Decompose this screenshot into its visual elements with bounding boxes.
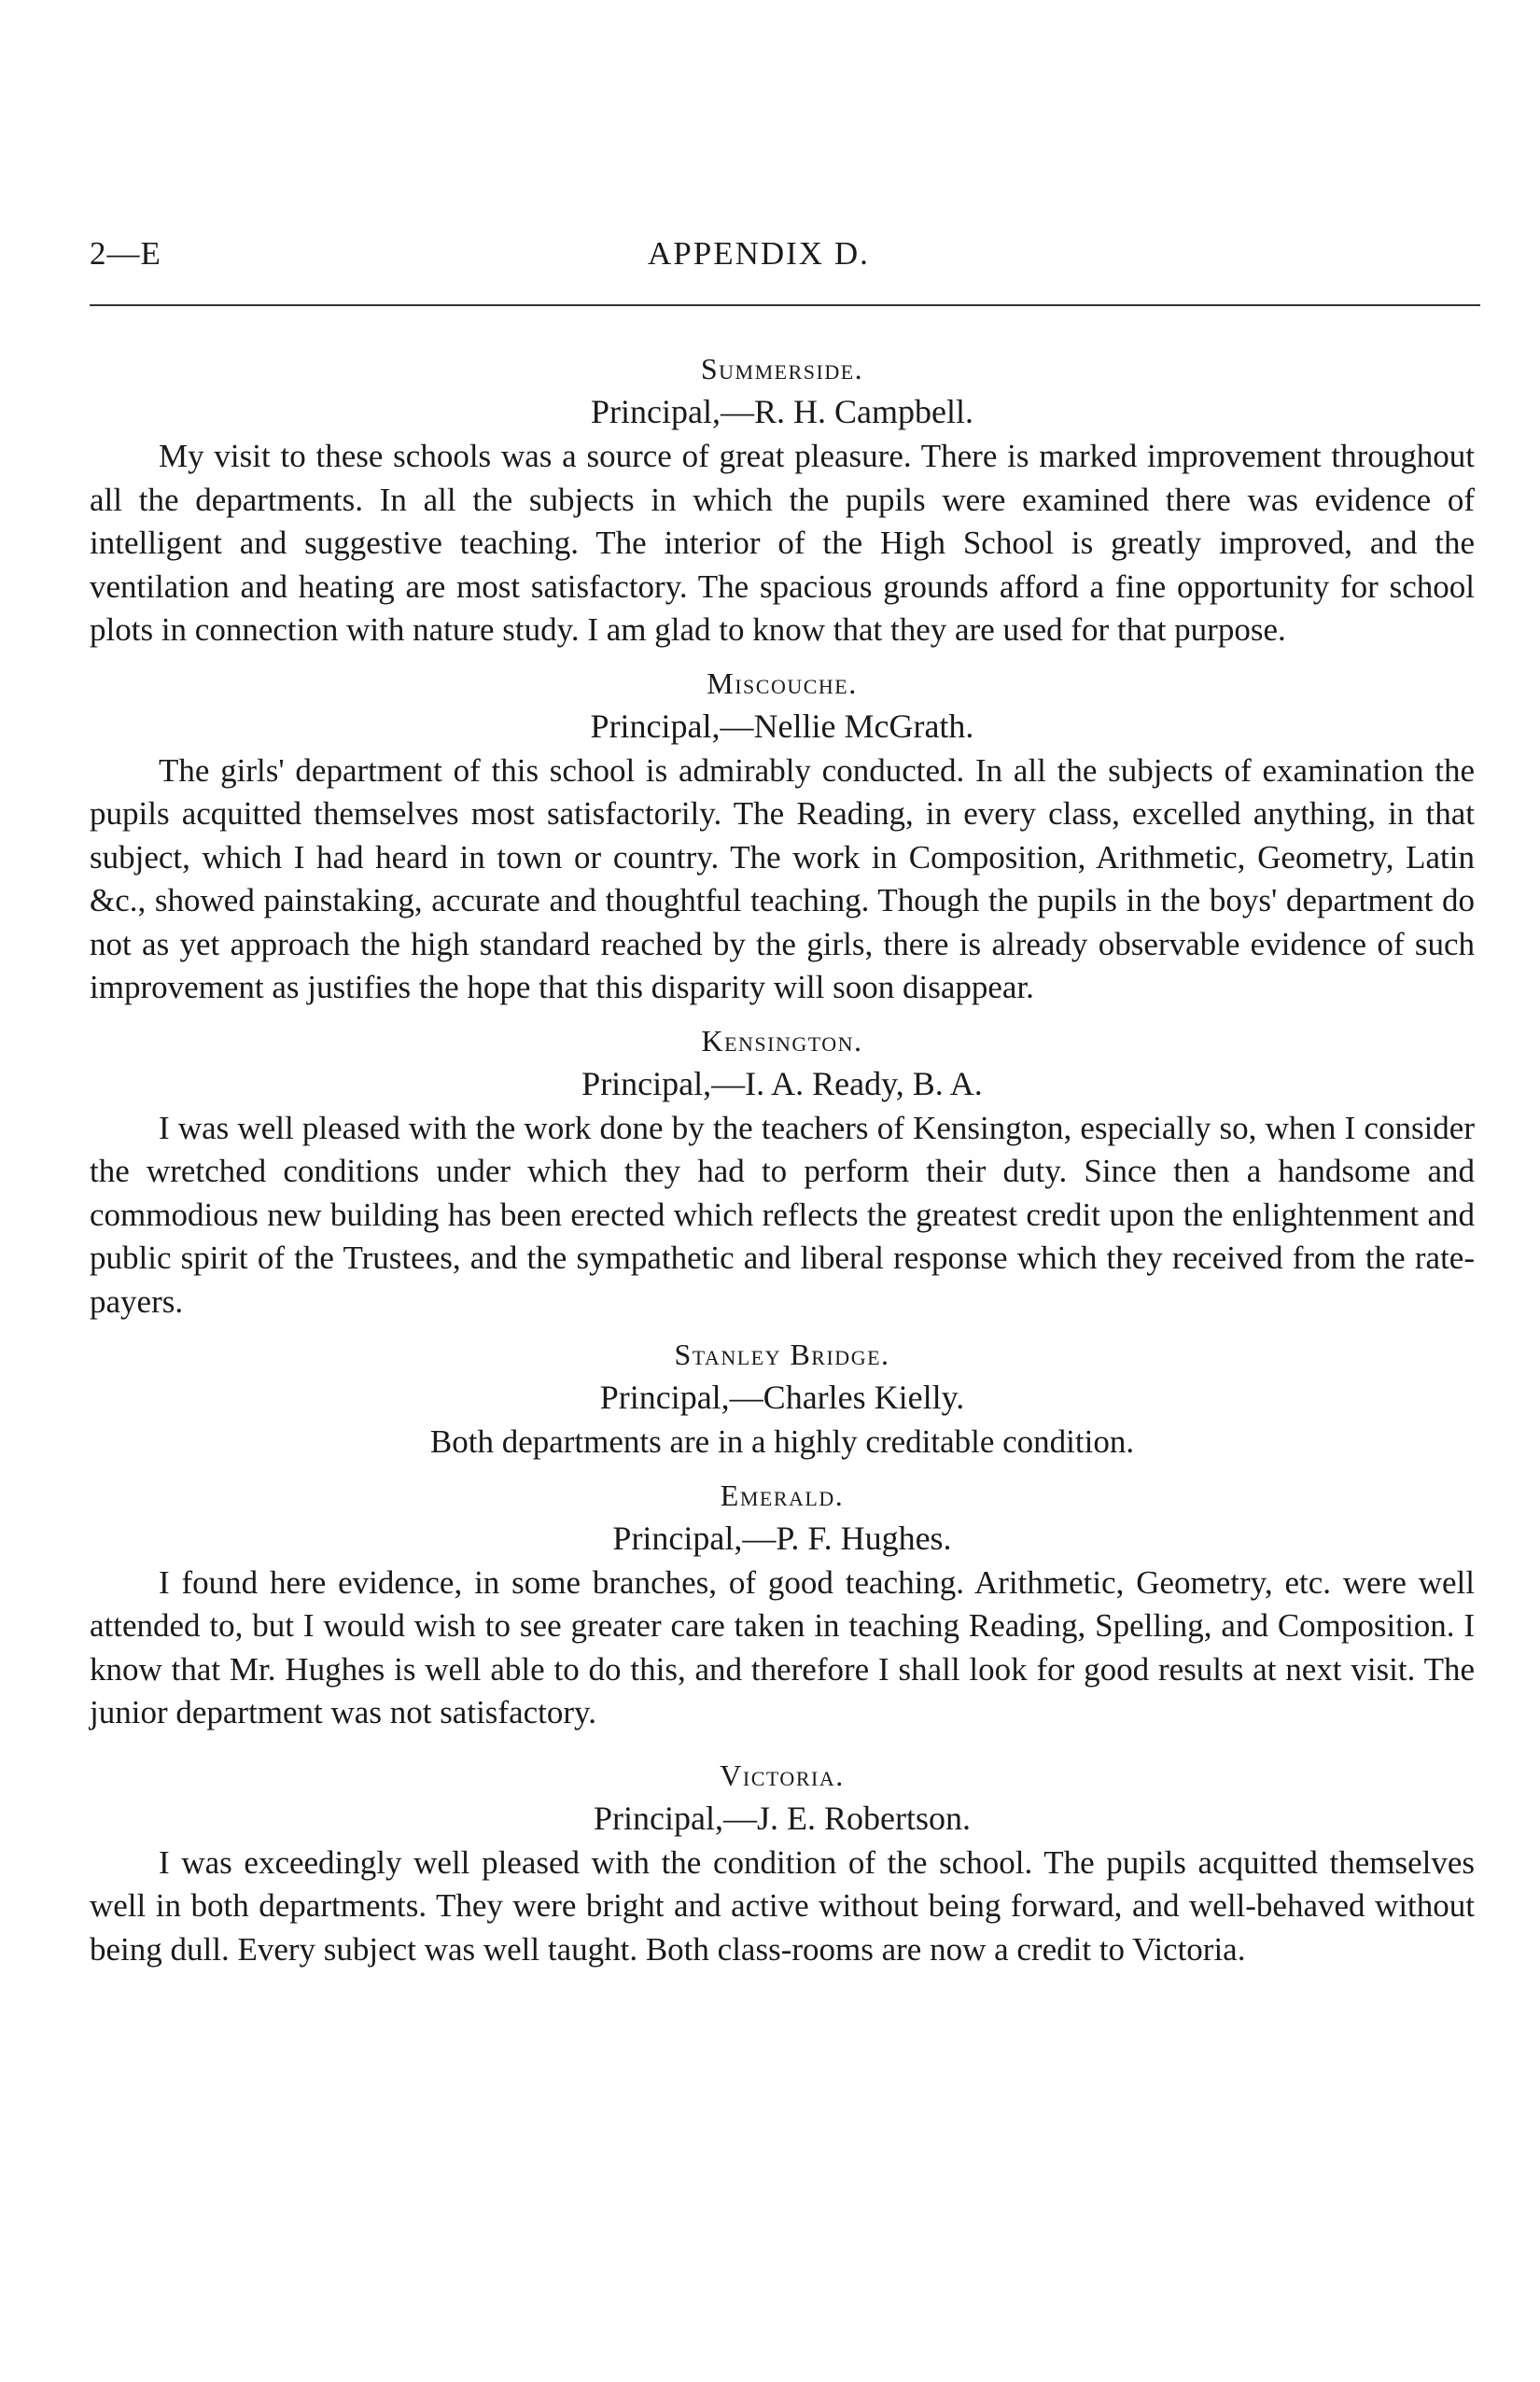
principal-line: Principal,—J. E. Robertson. bbox=[594, 1799, 971, 1837]
principal-line: Principal,—Nellie McGrath. bbox=[590, 707, 974, 745]
section-spacer bbox=[90, 1744, 1475, 1754]
document-page bbox=[90, 0, 1490, 2382]
section-paragraph: I was exceedingly well pleased with the condition of the school. The pupils acquitted themselves well in both departments. They were bright and active without being forward, and well-behaved without being dull. Every subject was well taught. Both class-rooms are now a credit to Victoria. bbox=[90, 1843, 1475, 1968]
section-kensington bbox=[90, 1019, 1475, 1324]
principal-line: Principal,—R. H. Campbell. bbox=[591, 393, 973, 430]
section-heading: Summerside. bbox=[700, 352, 864, 385]
section-victoria bbox=[90, 1754, 1475, 1972]
section-heading: Emerald. bbox=[720, 1478, 845, 1512]
section-stanley-bridge bbox=[90, 1333, 1475, 1464]
principal-line: Principal,—Charles Kielly. bbox=[599, 1379, 965, 1416]
section-summerside bbox=[90, 347, 1475, 652]
section-heading: Victoria. bbox=[720, 1758, 845, 1792]
section-paragraph: I was well pleased with the work done by the teachers of Kensington, especially so, when I consider the wretched conditions under which they had to perform their duty. Since then a handsome and commodious new building has been erected which reflects the greatest credit upon the enlightenment and public spirit of the Trustees, and the sympathetic and liberal response which they received from the rate-payers. bbox=[90, 1109, 1475, 1320]
section-paragraph: The girls' department of this school is admirably conducted. In all the subjects of examination the pupils acquitted themselves most satisfactorily. The Reading, in every class, excelled anything, in that subject, which I had heard in town or country. The work in Composition, Arithmetic, Geometry, Latin &c., showed painstaking, accurate and thoughtful teaching. Though the pupils in the boys' department do not as yet approach the high standard reached by the girls, there is already observable evidence of such improvement as justifies the hope that this disparity will soon disappear. bbox=[90, 751, 1475, 1005]
section-emerald bbox=[90, 1474, 1475, 1735]
section-paragraph: My visit to these schools was a source of great pleasure. There is marked improvement throughout all the departments. In all the subjects in which the pupils were examined there was evidence of intelligent and suggestive teaching. The interior of the High School is greatly improved, and the ventilation and heating are most satisfactory. The spacious grounds afford a fine opportunity for school plots in connection with nature study. I am glad to know that they are used for that purpose. bbox=[90, 438, 1475, 648]
principal-line: Principal,—P. F. Hughes. bbox=[612, 1519, 952, 1557]
report-body bbox=[90, 347, 1475, 1981]
section-heading: Kensington. bbox=[701, 1023, 863, 1058]
section-heading: Miscouche. bbox=[707, 666, 858, 700]
header-rule bbox=[90, 304, 1480, 306]
principal-line: Principal,—I. A. Ready, B. A. bbox=[581, 1064, 983, 1102]
running-header bbox=[90, 235, 1490, 282]
section-paragraph: Both departments are in a highly creditable condition. bbox=[429, 1423, 1135, 1460]
appendix-title: APPENDIX D. bbox=[648, 235, 870, 272]
section-heading: Stanley Bridge. bbox=[674, 1338, 890, 1371]
section-paragraph: I found here evidence, in some branches, of good teaching. Arithmetic, Geometry, etc. were well attended to, but I would wish to see greater care taken in teaching Reading, Spelling, and Composition. I know that Mr. Hughes is well able to do this, and therefore I shall look for good results at next visit. The junior department was not satisfactory. bbox=[90, 1563, 1475, 1730]
section-miscouche bbox=[90, 662, 1475, 1010]
page-number: 2—E bbox=[90, 235, 161, 272]
